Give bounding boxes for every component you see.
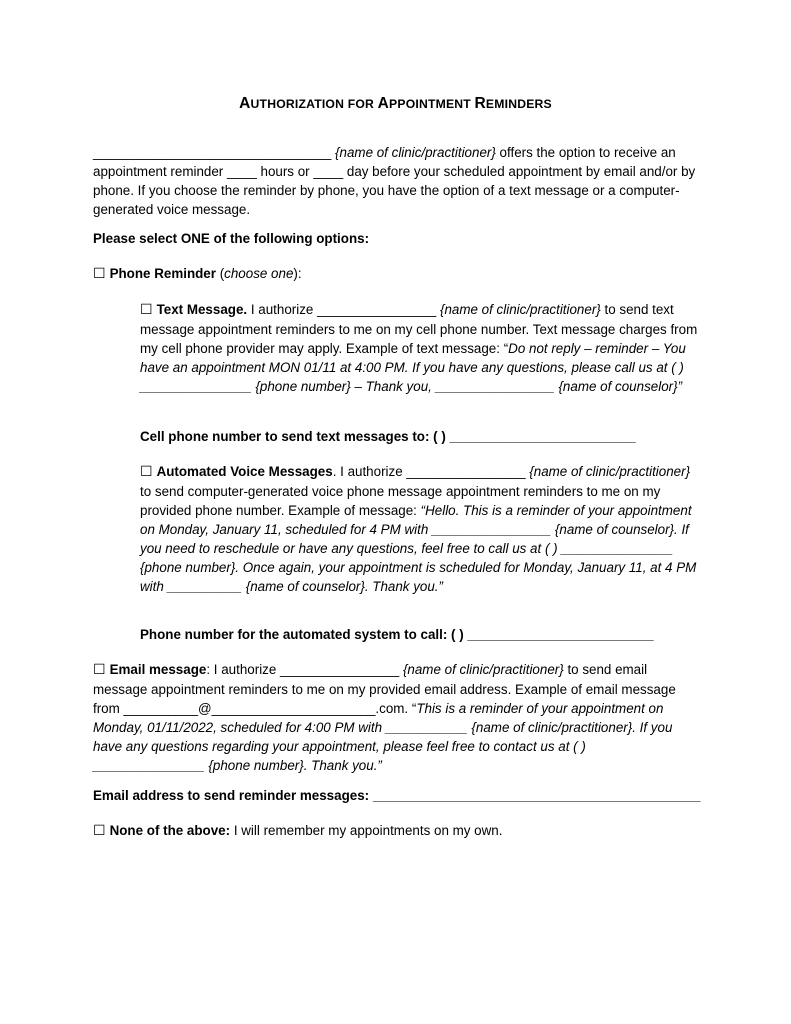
text-message-example: Do not reply – reminder – You have an appointment MON 01/11 at 4:00 PM. If you have any questions, please call us at ( ) _______________ {phone number} – Thank you, ________________ {name of counselor}” — [140, 341, 686, 394]
page-title: AUTHORIZATION FOR APPOINTMENT REMINDERS — [239, 95, 552, 112]
email-message-option: ☐ Email message: I authorize ________________ {name of clinic/practitioner} to send email message appointment reminders to me on my provided email address. Example of email message from __________@______________________.com. “This is a reminder of your appointment on Monday, 01/11/2022, scheduled for 4:00 PM with ___________ {name of clinic/practitioner}. If you have any questions regarding your appointment, please feel free to contact us at ( ) _______________ {phone number}. Thank you.” — [93, 660, 698, 775]
email-message-example: This is a reminder of your appointment on Monday, 01/11/2022, scheduled for 4:00 PM with ___________ {name of clinic/practitioner}. If you have any questions regarding your appointment, please feel free to contact us at ( ) _______________ {phone number}. Thank you.” — [93, 701, 673, 773]
text-message-checkbox[interactable] — [140, 302, 153, 317]
text-message-option: ☐ Text Message. I authorize ________________ {name of clinic/practitioner} to send text message appointment reminders to me on my cell phone number. Text message charges from my cell phone provider may apply. Example of text message: “Do not reply – reminder – You have an appointment MON 01/11 at 4:00 PM. If you have any questions, please call us at ( ) _______________ {phone number} – Thank you, ________________ {name of counselor}” — [140, 300, 700, 396]
none-checkbox[interactable] — [93, 823, 106, 838]
voice-message-example: “Hello. This is a reminder of your appointment on Monday, January 11, scheduled for 4 PM with ________________ {name of counselor}. If you need to reschedule or have any questions, feel free to call us at ( ) _______________ {phone number}. Once again, your appointment is scheduled for Monday, January 11, at 4 PM with __________ {name of counselor}. Thank you.” — [140, 503, 697, 594]
none-option: ☐ None of the above: I will remember my appointments on my own. — [93, 821, 698, 841]
voice-message-checkbox[interactable] — [140, 464, 153, 479]
email-message-checkbox[interactable] — [93, 662, 106, 677]
cell-phone-field[interactable]: Cell phone number to send text messages to: ( ) _________________________ — [140, 429, 636, 444]
select-prompt: Please select ONE of the following options: — [93, 231, 370, 246]
hours-blank[interactable]: ____ — [226, 164, 257, 179]
phone-reminder-checkbox[interactable] — [93, 266, 106, 281]
day-blank[interactable]: ____ — [313, 164, 344, 179]
clinic-name-blank[interactable]: ________________________________ — [93, 145, 332, 160]
phone-reminder-option: ☐ Phone Reminder (choose one): — [93, 264, 698, 284]
voice-message-option: ☐ Automated Voice Messages. I authorize ________________ {name of clinic/practitioner} to send computer-generated voice phone message appointment reminders to me on my provided phone number. Example of message: “Hello. This is a reminder of your appointment on Monday, January 11, scheduled for 4 PM with ________________ {name of counselor}. If you need to reschedule or have any questions, feel free to call us at ( ) _______________ {phone number}. Once again, your appointment is scheduled for Monday, January 11, at 4 PM with __________ {name of counselor}. Thank you.” — [140, 462, 700, 596]
intro-paragraph: ________________________________ {name of clinic/practitioner} offers the option to receive an appointment reminder ____ hours or ____ day before your scheduled appointment by email and/or by phone. If you choose the reminder by phone, you have the option of a text message or a computer-generated voice message. — [93, 145, 696, 217]
email-clinic-blank[interactable]: ________________ — [280, 662, 400, 677]
voice-clinic-blank[interactable]: ________________ — [406, 464, 526, 479]
email-address-field[interactable]: Email address to send reminder messages: ____________________________________________ — [93, 788, 701, 803]
text-clinic-blank[interactable]: ________________ — [317, 302, 437, 317]
automated-phone-field[interactable]: Phone number for the automated system to call: ( ) _________________________ — [140, 627, 654, 642]
